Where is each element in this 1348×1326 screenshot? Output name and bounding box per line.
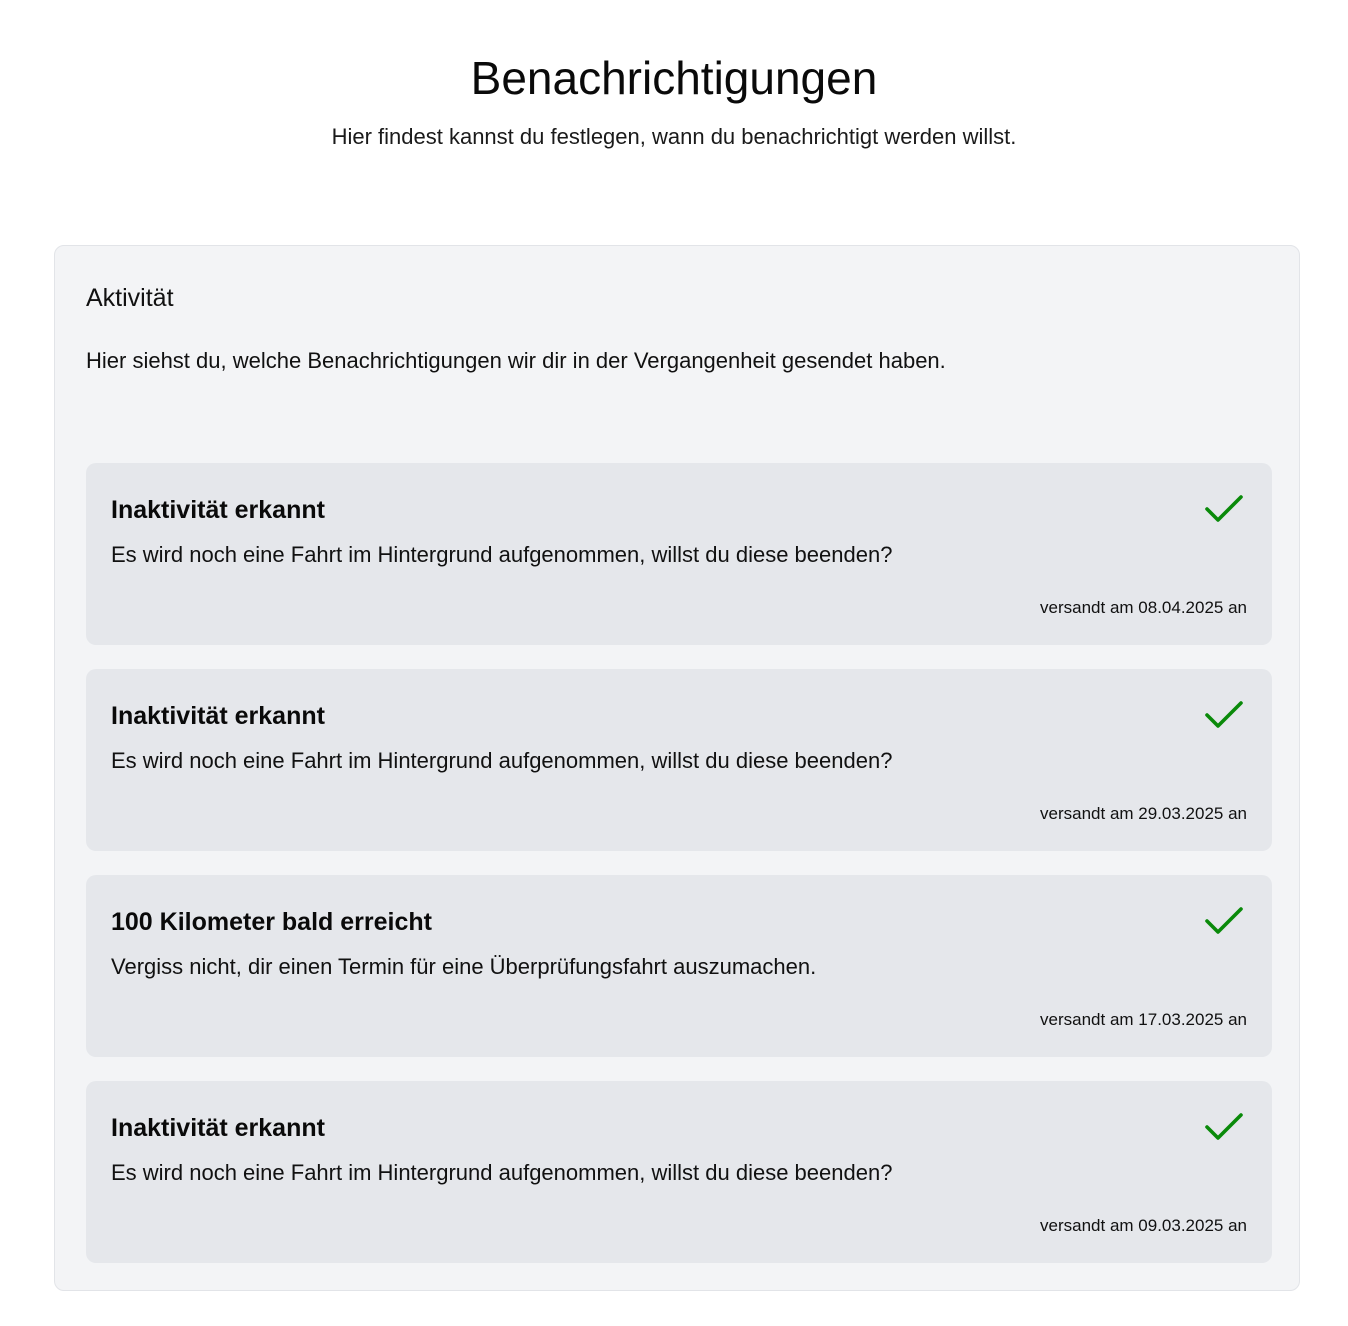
activity-title: Aktivität — [86, 284, 174, 312]
notification-sent-date: versandt am 08.04.2025 an — [1040, 598, 1247, 617]
check-icon — [1204, 905, 1244, 937]
page-header — [0, 0, 1348, 152]
activity-panel — [54, 245, 1300, 1291]
notification-title: 100 Kilometer bald erreicht — [111, 908, 432, 936]
page-subtitle: Hier findest kannst du festlegen, wann du benachrichtigt werden willst. — [331, 124, 1017, 149]
notification-item — [86, 1081, 1272, 1263]
notification-title: Inaktivität erkannt — [111, 496, 325, 524]
notification-message: Vergiss nicht, dir einen Termin für eine Überprüfungsfahrt auszumachen. — [111, 954, 817, 979]
notification-message: Es wird noch eine Fahrt im Hintergrund aufgenommen, willst du diese beenden? — [111, 748, 893, 773]
activity-description: Hier siehst du, welche Benachrichtigungen wir dir in der Vergangenheit gesendet haben. — [86, 348, 946, 373]
notification-sent-date: versandt am 29.03.2025 an — [1040, 804, 1247, 823]
page-title: Benachrichtigungen — [470, 52, 878, 104]
check-icon — [1204, 1111, 1244, 1143]
notification-message: Es wird noch eine Fahrt im Hintergrund aufgenommen, willst du diese beenden? — [111, 1160, 893, 1185]
notification-message: Es wird noch eine Fahrt im Hintergrund aufgenommen, willst du diese beenden? — [111, 542, 893, 567]
notification-sent-date: versandt am 09.03.2025 an — [1040, 1216, 1247, 1235]
notification-title: Inaktivität erkannt — [111, 702, 325, 730]
notification-title: Inaktivität erkannt — [111, 1114, 325, 1142]
check-icon — [1204, 699, 1244, 731]
notification-item — [86, 875, 1272, 1057]
notification-list — [86, 463, 1272, 1287]
notification-item — [86, 669, 1272, 851]
check-icon — [1204, 493, 1244, 525]
notification-sent-date: versandt am 17.03.2025 an — [1040, 1010, 1247, 1029]
notification-item — [86, 463, 1272, 645]
